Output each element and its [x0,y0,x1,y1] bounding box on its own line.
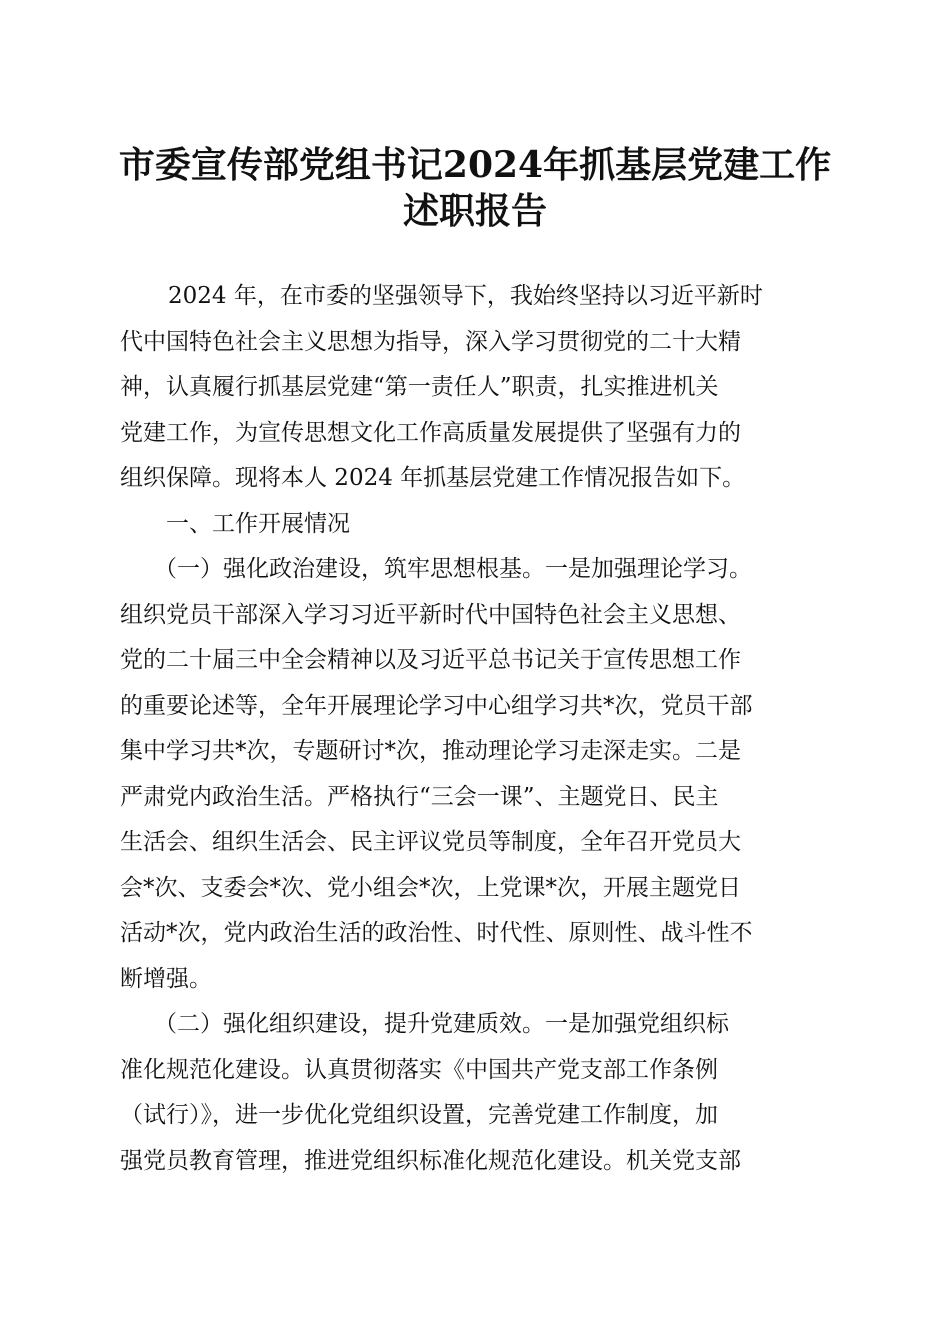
paragraph-line: 生活会、组织生活会、民主评议党员等制度，全年召开党员大 [120,829,741,855]
paragraph-line: 活动*次，党内政治生活的政治性、时代性、原则性、战斗性不 [120,920,753,946]
paragraph-line: 组织党员干部深入学习习近平新时代中国特色社会主义思想、 [120,601,741,628]
paragraph-line: 会*次、支委会*次、党小组会*次，上党课*次，开展主题党日 [120,874,741,901]
section-heading: 一、工作开展情况 [166,510,350,537]
document-title-line-1: 市委宣传部党组书记2024年抓基层党建工作 [118,144,832,186]
paragraph-line: 集中学习共*次，专题研讨*次，推动理论学习走深走实。二是 [120,738,741,764]
paragraph-line: 断增强。 [120,965,212,992]
paragraph-line: 强党员教育管理，推进党组织标准化规范化建设。机关党支部 [120,1147,741,1174]
document-title-line-2: 述职报告 [402,190,547,232]
paragraph-line: 的重要论述等，全年开展理论学习中心组学习共*次，党员干部 [120,692,753,719]
paragraph-line: 党的二十届三中全会精神以及习近平总书记关于宣传思想工作 [120,647,741,673]
paragraph-line: 严肃党内政治生活。严格执行“三会一课”、主题党日、民主 [120,783,719,810]
paragraph-line: 党建工作，为宣传思想文化工作高质量发展提供了坚强有力的 [120,419,741,446]
paragraph-line: 代中国特色社会主义思想为指导，深入学习贯彻党的二十大精 [120,328,741,355]
document-body [120,274,830,1184]
paragraph-line: （一）强化政治建设，筑牢思想根基。一是加强理论学习。 [154,556,752,582]
paragraph-line: 2024 年，在市委的坚强领导下，我始终坚持以习近平新时 [168,283,763,309]
paragraph-line: （二）强化组织建设，提升党建质效。一是加强党组织标 [154,1011,729,1037]
paragraph-line: 准化规范化建设。认真贯彻落实《中国共产党支部工作条例 [120,1056,718,1083]
paragraph-line: 神，认真履行抓基层党建“第一责任人”职责，扎实推进机关 [120,374,719,400]
paragraph-line: （试行）》，进一步优化党组织设置，完善党建工作制度，加 [120,1102,718,1128]
paragraph-line: 组织保障。现将本人 2024 年抓基层党建工作情况报告如下。 [120,465,746,491]
